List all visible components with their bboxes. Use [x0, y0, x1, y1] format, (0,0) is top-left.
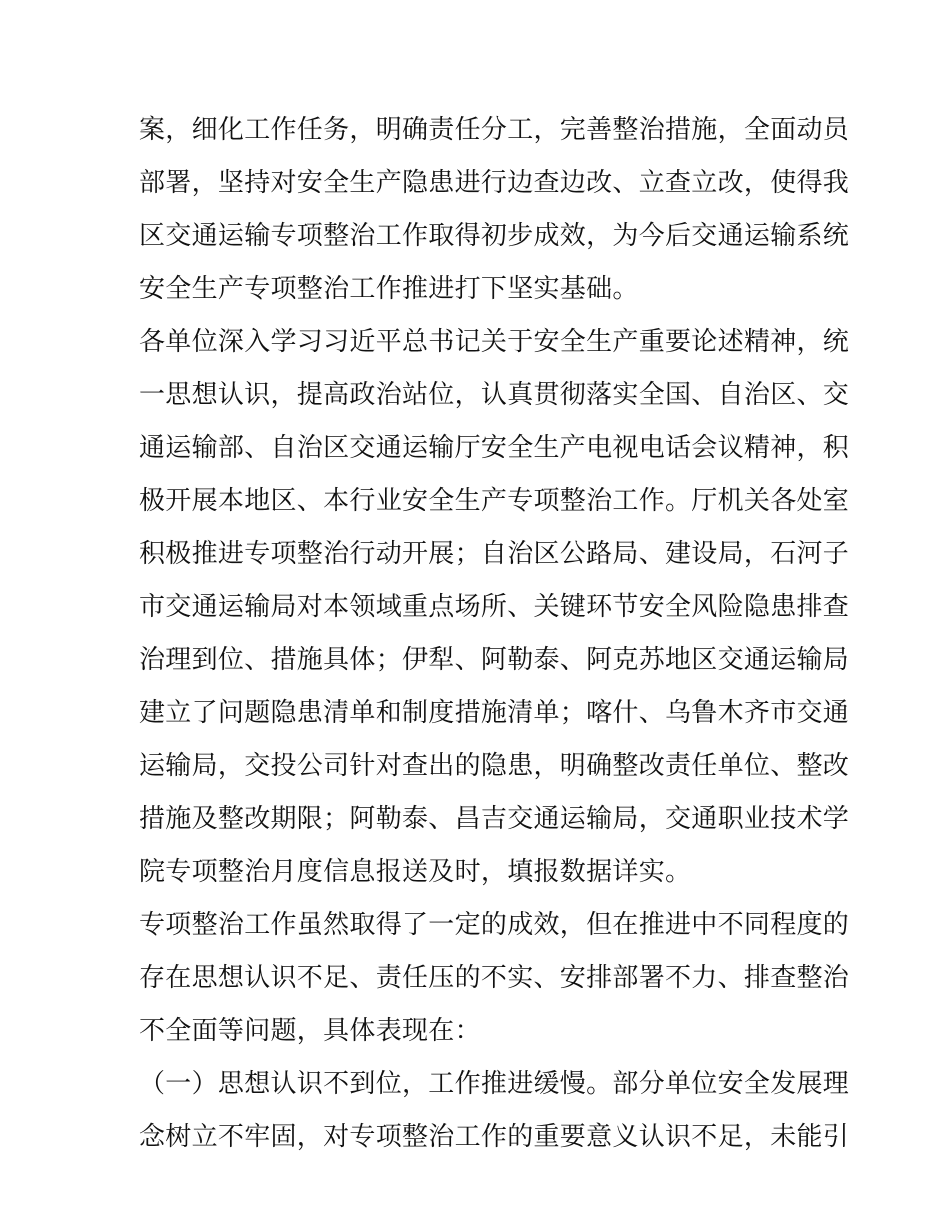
text-line: 建立了问题隐患清单和制度措施清单；喀什、乌鲁木齐市交通	[139, 698, 850, 728]
text-line: 积极推进专项整治行动开展；自治区公路局、建设局，石河子	[139, 539, 850, 569]
paragraph-4	[139, 1058, 850, 1164]
text-line: 念树立不牢固，对专项整治工作的重要意义认识不足，未能引	[139, 1122, 850, 1152]
text-line: 区交通运输专项整治工作取得初步成效，为今后交通运输系统	[139, 221, 850, 251]
text-line: 不全面等问题，具体表现在：	[139, 1016, 481, 1046]
text-line: 运输局，交投公司针对查出的隐患，明确整改责任单位、整改	[139, 751, 850, 781]
text-line: 通运输部、自治区交通运输厅安全生产电视电话会议精神，积	[139, 433, 850, 463]
text-line: 安全生产专项整治工作推进打下坚实基础。	[139, 274, 639, 304]
text-line: 专项整治工作虽然取得了一定的成效，但在推进中不同程度的	[139, 910, 850, 940]
paragraph-3	[139, 899, 850, 1058]
paragraph-2	[139, 316, 850, 899]
text-line: 存在思想认识不足、责任压的不实、安排部署不力、排查整治	[139, 963, 850, 993]
paragraph-1	[139, 104, 850, 316]
text-line: 院专项整治月度信息报送及时，填报数据详实。	[139, 857, 692, 887]
text-line: 一思想认识，提高政治站位，认真贯彻落实全国、自治区、交	[139, 380, 850, 410]
text-line: 治理到位、措施具体；伊犁、阿勒泰、阿克苏地区交通运输局	[139, 645, 850, 675]
text-line: 措施及整改期限；阿勒泰、昌吉交通运输局，交通职业技术学	[139, 804, 850, 834]
text-line: （一）思想认识不到位，工作推进缓慢。部分单位安全发展理	[139, 1069, 850, 1099]
text-line: 案，细化工作任务，明确责任分工，完善整治措施，全面动员	[139, 115, 850, 145]
text-line: 市交通运输局对本领域重点场所、关键环节安全风险隐患排查	[139, 592, 850, 622]
text-line: 各单位深入学习习近平总书记关于安全生产重要论述精神，统	[139, 327, 850, 357]
text-line: 极开展本地区、本行业安全生产专项整治工作。厅机关各处室	[139, 486, 850, 516]
document-body	[139, 104, 850, 1164]
text-line: 部署，坚持对安全生产隐患进行边查边改、立查立改，使得我	[139, 168, 850, 198]
